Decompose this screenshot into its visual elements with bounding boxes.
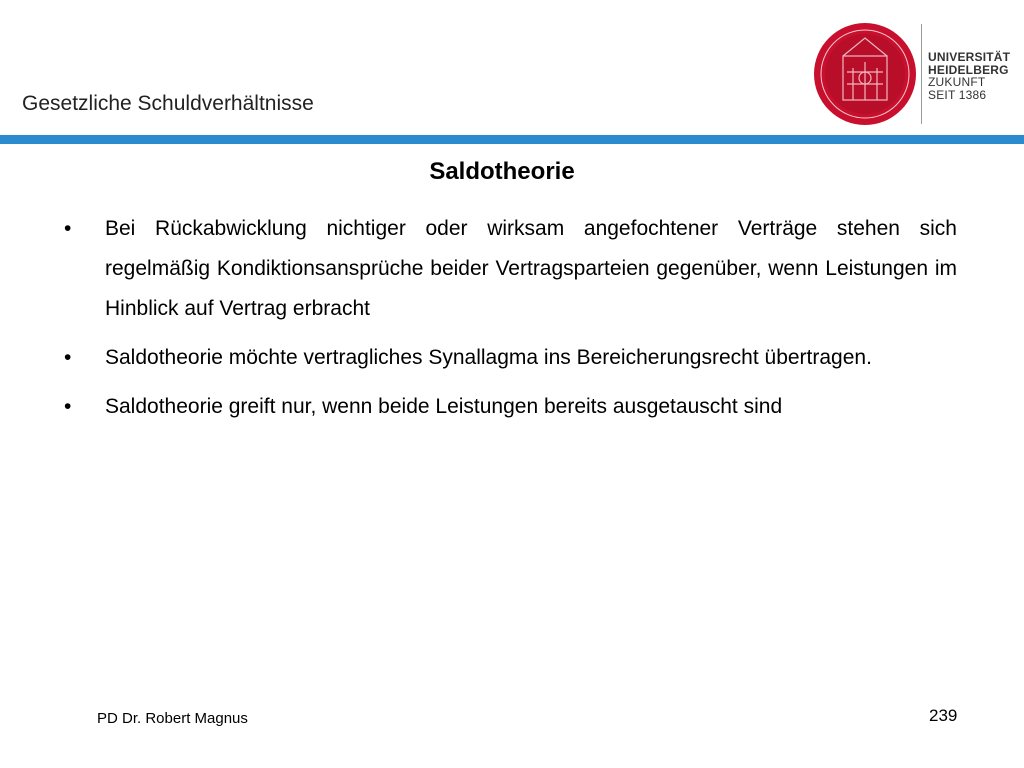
header-rule bbox=[0, 135, 1024, 144]
logo-divider bbox=[921, 24, 922, 124]
bullet-dot: • bbox=[64, 346, 72, 369]
bullet-text: Bei Rückabwicklung nichtiger oder wirksam angefochtener Verträge stehen sich regelmäßig Kondiktionsansprüche beider Vertragsparteien gegenüber, wenn Leistungen im Hinblick auf Vertrag erbracht bbox=[105, 217, 957, 320]
logo-line-1: UNIVERSITÄT bbox=[928, 50, 1011, 64]
bullet-item bbox=[62, 387, 957, 427]
university-seal-icon bbox=[813, 22, 917, 126]
header-title: Gesetzliche Schuldverhältnisse bbox=[22, 92, 314, 115]
page-number: 239 bbox=[929, 706, 958, 725]
bullet-item bbox=[62, 338, 957, 378]
footer-author: PD Dr. Robert Magnus bbox=[97, 710, 248, 727]
bullet-list bbox=[62, 209, 957, 436]
bullet-item bbox=[62, 209, 957, 329]
bullet-text: Saldotheorie möchte vertragliches Synallagma ins Bereicherungsrecht übertragen. bbox=[105, 346, 872, 369]
logo-line-2: HEIDELBERG bbox=[928, 62, 1009, 77]
bullet-dot: • bbox=[64, 395, 72, 418]
slide-title: Saldotheorie bbox=[429, 158, 575, 185]
logo-line-3: ZUKUNFT bbox=[928, 75, 986, 89]
university-logo-text bbox=[928, 51, 1010, 101]
bullet-text: Saldotheorie greift nur, wenn beide Leistungen bereits ausgetauscht sind bbox=[105, 395, 783, 418]
logo-line-4: SEIT 1386 bbox=[928, 87, 987, 102]
bullet-dot: • bbox=[64, 217, 72, 240]
